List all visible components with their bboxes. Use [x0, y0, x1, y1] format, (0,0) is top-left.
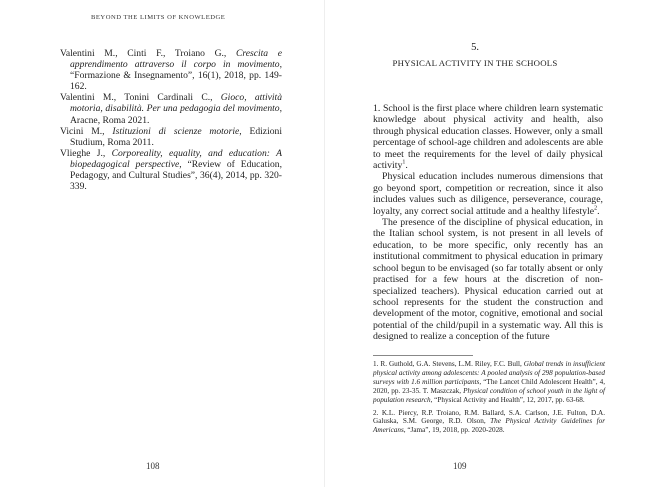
paragraph: Physical education includes numerous dimensions that go beyond sport, competition or recreation, since it also includes values such as diligence, perseverance, courage, loyalty, any correct social attitude and a healthy lifestyle$^2$.: [373, 171, 603, 217]
footnote-rule: [373, 355, 473, 356]
running-head: BEYOND THE LIMITS OF KNOWLEDGE: [91, 14, 226, 21]
chapter-title: PHYSICAL ACTIVITY IN THE SCHOOLS: [392, 58, 558, 68]
footnotes: [373, 360, 605, 439]
bibliography-list: [60, 48, 282, 192]
bibliography-entry: Vicini M., Istituzioni di scienze motorie, Edizioni Studium, Roma 2011.: [60, 125, 282, 148]
paragraph: The presence of the discipline of physical education, in the Italian school system, is not present in all levels of education, to be more specific, only recently has an institutional commitment to physical education in primary school begun to be envisaged (so far totally absent or only practised for a few hours at the discretion of non-specialized teachers). Physical education carried out at school represents for the student the construction and development of the motor, cognitive, emotional and social potential of the child/pupil in a systematic way. All this is designed to realize a conception of the future: [373, 217, 603, 343]
footnote: 2. K.L. Piercy, R.P. Troiano, R.M. Ballard, S.A. Carlson, J.E. Fulton, D.A. Galuska, S.M. George, R.D. Olson, The Physical Activity Guidelines for Americans, “Jama”, 19, 2018, pp. 2020-2028.: [373, 408, 605, 435]
page-number: 109: [453, 461, 467, 471]
right-page: [325, 0, 650, 487]
footnote-marker[interactable]: 2: [594, 205, 598, 212]
bibliography-entry: Vlieghe J., Corporeality, equality, and education: A biopedagogical perspective, “Review of Education, Pedagogy, and Cultural Studies”, 36(4), 2014, pp. 320-339.: [60, 147, 282, 193]
footnote-marker[interactable]: 1: [402, 159, 406, 166]
bibliography-entry: Valentini M., Tonini Cardinali C., Gioco, attività motoria, disabilità. Per una pedagogia del movimento, Aracne, Roma 2021.: [60, 92, 283, 126]
page-number: 108: [146, 461, 160, 471]
footnote: 1. R. Guthold, G.A. Stevens, L.M. Riley, F.C. Bull, Global trends in insufficient physical activity among adolescents: A pooled analysis of 298 population-based surveys with 1.6 million participants, “The Lancet Child Adolescent Health”, 4, 2020, pp. 23-35. T. Maszczak, Physical condition of school youth in the light of population research, “Physical Activity and Health”, 12, 2017, pp. 63-68.: [373, 360, 605, 404]
paragraph: 1. School is the first place where children learn systematic knowledge about physical activity and health, also through physical education classes. However, only a small percentage of school-age children and adolescents are able to meet the requirements for the level of daily physical activity$^1$.: [373, 103, 603, 172]
chapter-number: 5.: [471, 42, 479, 53]
bibliography-entry: Valentini M., Cinti F., Troiano G., Crescita e apprendimento attraverso il corpo in movimento, “Formazione & Insegnamento”, 16(1), 2018, pp. 149-162.: [60, 48, 283, 93]
body-text: [373, 103, 603, 343]
